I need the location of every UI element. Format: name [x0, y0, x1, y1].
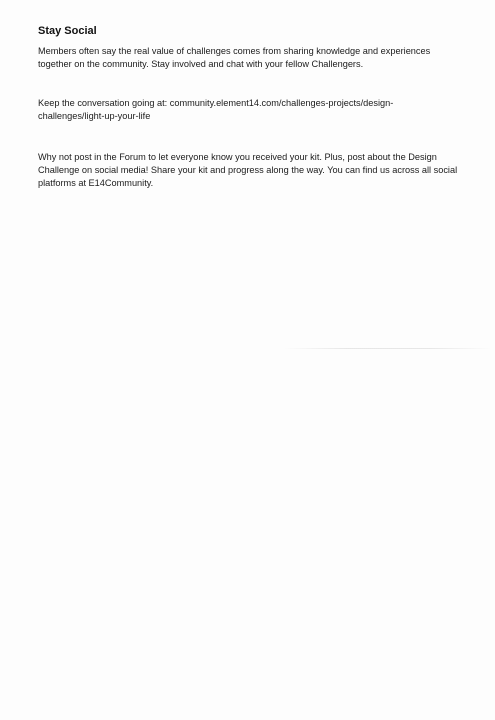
social-media-paragraph: Why not post in the Forum to let everyone know you received your kit. Plus, post about the Design Challenge on social media! Share your kit and progress along the way. You can find us across all social platforms at E14Community. [38, 152, 458, 188]
section-heading: Stay Social [38, 25, 97, 37]
intro-paragraph: Members often say the real value of challenges comes from sharing knowledge and experiences together on the community. Stay involved and chat with your fellow Challengers. [38, 46, 431, 69]
scan-artifact-line [284, 348, 492, 349]
stay-social-section [38, 24, 458, 190]
community-link-paragraph: Keep the conversation going at: community.element14.com/challenges-projects/design-challenges/light-up-your-life [38, 98, 394, 121]
